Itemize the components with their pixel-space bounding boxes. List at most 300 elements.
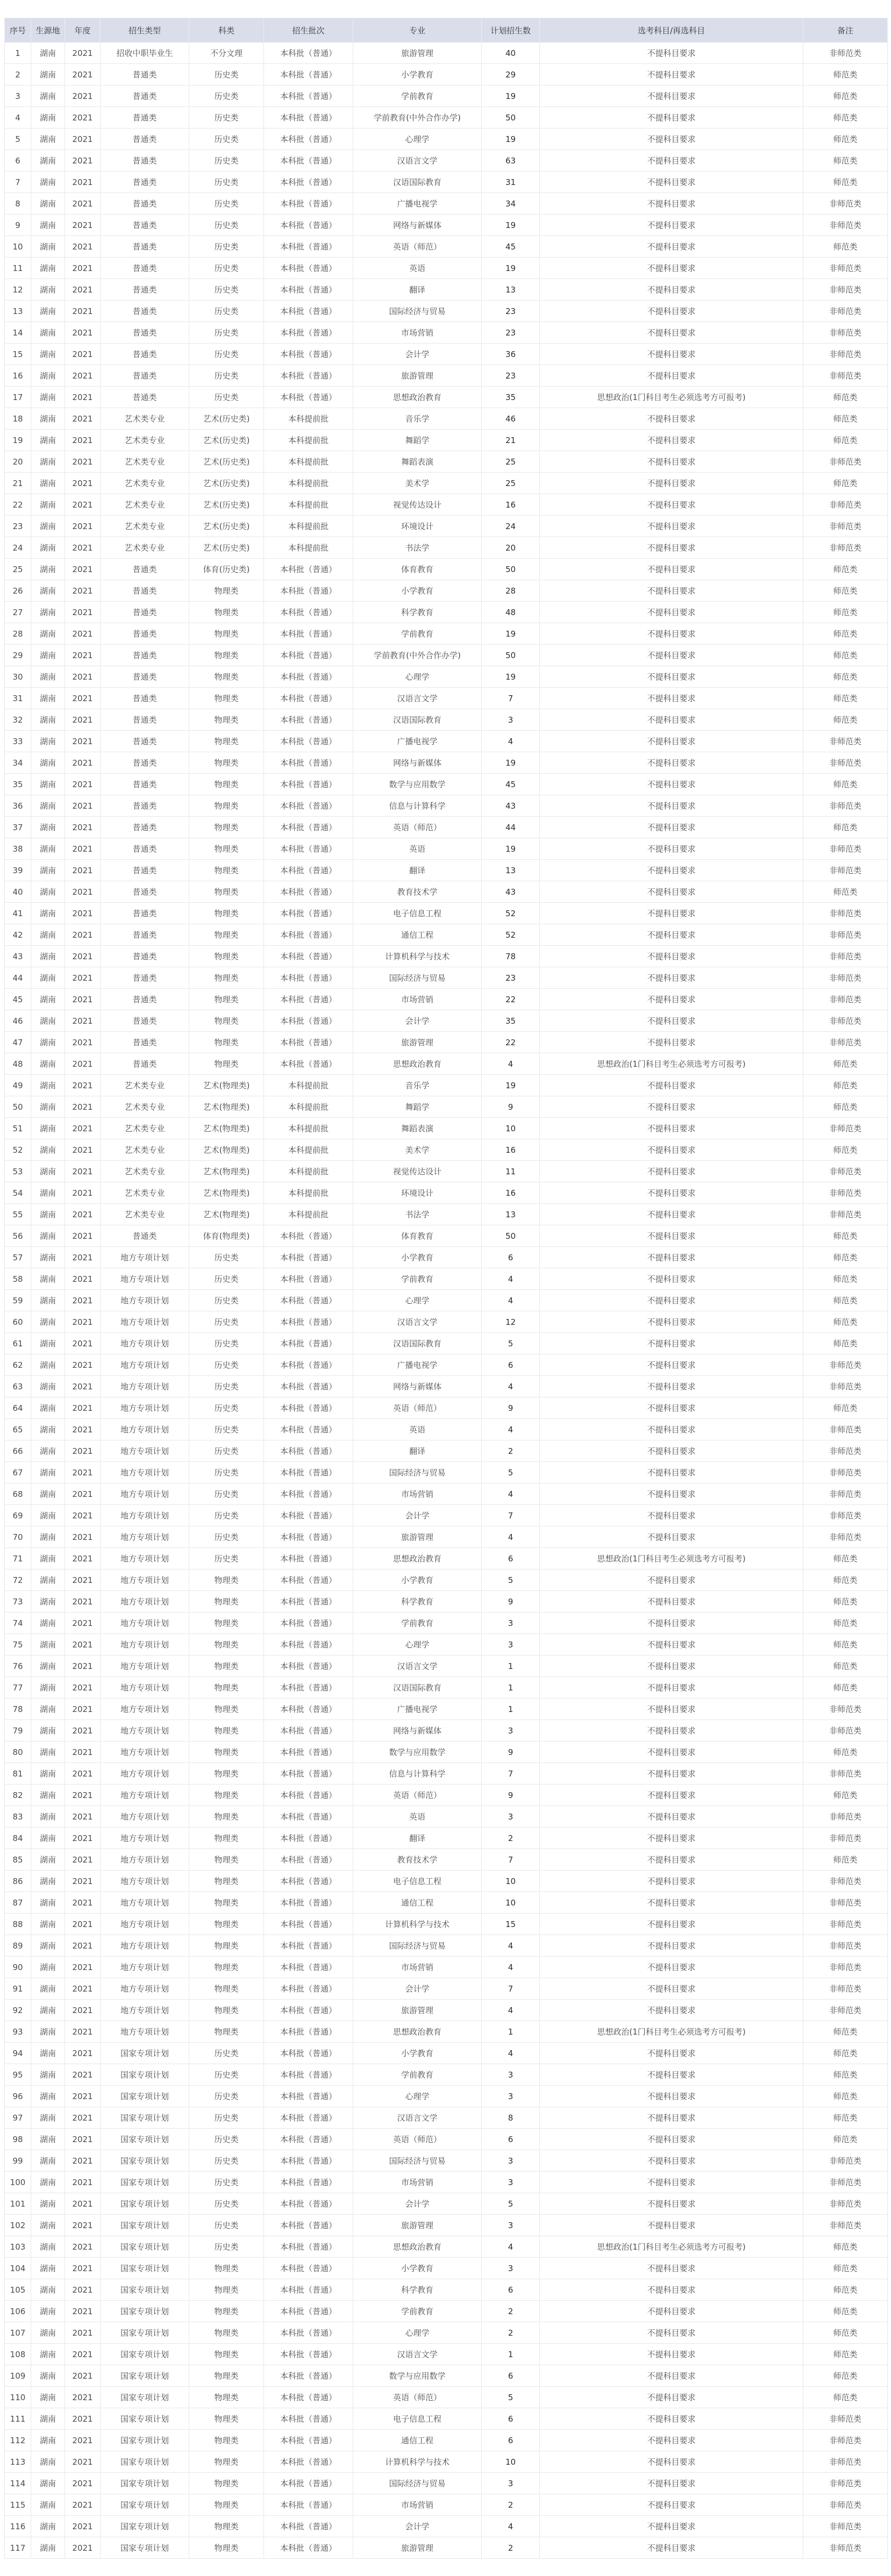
cell-subject: 艺术(物理类)	[189, 1118, 264, 1139]
cell-major: 通信工程	[353, 924, 482, 946]
cell-no: 16	[5, 365, 31, 387]
cell-remark: 非师范类	[803, 2473, 888, 2494]
cell-year: 2021	[65, 1462, 101, 1483]
cell-batch: 本科提前批	[264, 1075, 353, 1096]
cell-major: 学前教育	[353, 623, 482, 645]
cell-remark: 师范类	[803, 1591, 888, 1612]
cell-major: 汉语国际教育	[353, 1677, 482, 1699]
cell-no: 52	[5, 1139, 31, 1161]
cell-origin: 湖南	[31, 1656, 65, 1677]
cell-elective: 不提科目要求	[540, 2365, 803, 2387]
cell-subject: 历史类	[189, 1311, 264, 1333]
cell-count: 25	[482, 473, 540, 494]
cell-no: 84	[5, 1828, 31, 1849]
cell-origin: 湖南	[31, 1569, 65, 1591]
cell-year: 2021	[65, 1075, 101, 1096]
table-row	[5, 903, 888, 924]
cell-elective: 不提科目要求	[540, 1806, 803, 1828]
cell-origin: 湖南	[31, 215, 65, 236]
table-row	[5, 2537, 888, 2559]
cell-type: 普通类	[101, 1010, 189, 1032]
cell-subject: 历史类	[189, 2236, 264, 2258]
cell-major: 小学教育	[353, 580, 482, 602]
cell-origin: 湖南	[31, 1440, 65, 1462]
cell-origin: 湖南	[31, 1699, 65, 1720]
cell-subject: 物理类	[189, 881, 264, 903]
cell-remark: 非师范类	[803, 1440, 888, 1462]
cell-batch: 本科批（普通）	[264, 1785, 353, 1806]
cell-major: 市场营销	[353, 989, 482, 1010]
cell-subject: 历史类	[189, 1440, 264, 1462]
cell-year: 2021	[65, 903, 101, 924]
cell-no: 102	[5, 2215, 31, 2236]
cell-remark: 非师范类	[803, 1914, 888, 1935]
cell-origin: 湖南	[31, 430, 65, 451]
cell-origin: 湖南	[31, 1075, 65, 1096]
cell-batch: 本科批（普通）	[264, 236, 353, 258]
cell-origin: 湖南	[31, 1161, 65, 1182]
cell-batch: 本科批（普通）	[264, 1333, 353, 1354]
cell-elective: 不提科目要求	[540, 2000, 803, 2021]
cell-year: 2021	[65, 451, 101, 473]
cell-type: 国家专项计划	[101, 2064, 189, 2086]
cell-origin: 湖南	[31, 42, 65, 64]
table-row	[5, 1290, 888, 1311]
cell-type: 艺术类专业	[101, 1182, 189, 1204]
cell-major: 会计学	[353, 1010, 482, 1032]
cell-no: 65	[5, 1419, 31, 1440]
cell-type: 普通类	[101, 150, 189, 172]
cell-elective: 不提科目要求	[540, 1440, 803, 1462]
cell-subject: 物理类	[189, 752, 264, 774]
cell-no: 28	[5, 623, 31, 645]
cell-year: 2021	[65, 1182, 101, 1204]
cell-no: 35	[5, 774, 31, 795]
table-row	[5, 1225, 888, 1247]
table-row	[5, 2236, 888, 2258]
cell-type: 地方专项计划	[101, 1483, 189, 1505]
cell-remark: 非师范类	[803, 1376, 888, 1397]
cell-batch: 本科批（普通）	[264, 924, 353, 946]
cell-elective: 不提科目要求	[540, 709, 803, 731]
cell-count: 2	[482, 2301, 540, 2322]
cell-remark: 师范类	[803, 881, 888, 903]
cell-type: 地方专项计划	[101, 1526, 189, 1548]
cell-count: 23	[482, 967, 540, 989]
cell-remark: 师范类	[803, 774, 888, 795]
cell-elective: 不提科目要求	[540, 2344, 803, 2365]
cell-subject: 历史类	[189, 322, 264, 344]
cell-remark: 非师范类	[803, 989, 888, 1010]
cell-remark: 师范类	[803, 709, 888, 731]
cell-remark: 师范类	[803, 1397, 888, 1419]
cell-count: 19	[482, 85, 540, 107]
cell-subject: 物理类	[189, 1978, 264, 2000]
cell-major: 电子信息工程	[353, 1871, 482, 1892]
cell-batch: 本科批（普通）	[264, 2236, 353, 2258]
cell-remark: 非师范类	[803, 215, 888, 236]
cell-year: 2021	[65, 537, 101, 559]
cell-count: 10	[482, 1118, 540, 1139]
cell-origin: 湖南	[31, 2494, 65, 2516]
cell-count: 9	[482, 1397, 540, 1419]
cell-batch: 本科批（普通）	[264, 1634, 353, 1656]
cell-count: 9	[482, 1591, 540, 1612]
cell-major: 国际经济与贸易	[353, 1935, 482, 1957]
cell-subject: 历史类	[189, 193, 264, 215]
cell-count: 3	[482, 2172, 540, 2193]
cell-count: 21	[482, 430, 540, 451]
table-row	[5, 1914, 888, 1935]
table-row	[5, 946, 888, 967]
cell-count: 23	[482, 365, 540, 387]
cell-count: 1	[482, 1677, 540, 1699]
cell-subject: 物理类	[189, 2451, 264, 2473]
cell-count: 4	[482, 2000, 540, 2021]
cell-major: 小学教育	[353, 2043, 482, 2064]
table-row	[5, 1677, 888, 1699]
cell-type: 地方专项计划	[101, 1333, 189, 1354]
cell-no: 18	[5, 408, 31, 430]
cell-elective: 不提科目要求	[540, 1569, 803, 1591]
cell-subject: 历史类	[189, 279, 264, 301]
cell-major: 教育技术学	[353, 881, 482, 903]
cell-batch: 本科提前批	[264, 408, 353, 430]
cell-year: 2021	[65, 1720, 101, 1742]
cell-no: 5	[5, 129, 31, 150]
cell-remark: 非师范类	[803, 258, 888, 279]
cell-origin: 湖南	[31, 1247, 65, 1268]
table-row	[5, 2387, 888, 2408]
cell-major: 汉语言文学	[353, 688, 482, 709]
cell-remark: 师范类	[803, 817, 888, 838]
cell-type: 国家专项计划	[101, 2473, 189, 2494]
cell-subject: 不分文理	[189, 42, 264, 64]
cell-elective: 不提科目要求	[540, 1397, 803, 1419]
cell-type: 地方专项计划	[101, 1935, 189, 1957]
cell-remark: 师范类	[803, 150, 888, 172]
cell-type: 地方专项计划	[101, 1656, 189, 1677]
cell-type: 地方专项计划	[101, 1591, 189, 1612]
cell-subject: 物理类	[189, 946, 264, 967]
cell-count: 3	[482, 2215, 540, 2236]
cell-no: 33	[5, 731, 31, 752]
cell-batch: 本科批（普通）	[264, 1612, 353, 1634]
cell-type: 普通类	[101, 795, 189, 817]
cell-batch: 本科批（普通）	[264, 1957, 353, 1978]
cell-batch: 本科批（普通）	[264, 172, 353, 193]
table-row	[5, 1204, 888, 1225]
cell-remark: 师范类	[803, 2086, 888, 2107]
cell-batch: 本科批（普通）	[264, 645, 353, 666]
cell-major: 信息与计算科学	[353, 795, 482, 817]
cell-year: 2021	[65, 1742, 101, 1763]
cell-no: 115	[5, 2494, 31, 2516]
cell-elective: 不提科目要求	[540, 1032, 803, 1053]
cell-elective: 不提科目要求	[540, 451, 803, 473]
cell-year: 2021	[65, 172, 101, 193]
cell-batch: 本科批（普通）	[264, 107, 353, 129]
cell-subject: 历史类	[189, 215, 264, 236]
cell-major: 英语（师范）	[353, 1397, 482, 1419]
cell-origin: 湖南	[31, 1763, 65, 1785]
cell-origin: 湖南	[31, 860, 65, 881]
cell-year: 2021	[65, 602, 101, 623]
cell-no: 87	[5, 1892, 31, 1914]
cell-year: 2021	[65, 1612, 101, 1634]
cell-type: 艺术类专业	[101, 1075, 189, 1096]
cell-year: 2021	[65, 516, 101, 537]
cell-batch: 本科批（普通）	[264, 946, 353, 967]
cell-batch: 本科批（普通）	[264, 1483, 353, 1505]
table-row	[5, 365, 888, 387]
table-row	[5, 1032, 888, 1053]
cell-remark: 师范类	[803, 1290, 888, 1311]
column-header-origin: 生源地	[31, 18, 65, 42]
cell-major: 英语	[353, 1419, 482, 1440]
table-row	[5, 1483, 888, 1505]
table-row	[5, 2021, 888, 2043]
cell-remark: 非师范类	[803, 1763, 888, 1785]
cell-subject: 艺术(历史类)	[189, 430, 264, 451]
cell-origin: 湖南	[31, 1742, 65, 1763]
cell-batch: 本科批（普通）	[264, 2064, 353, 2086]
table-row	[5, 85, 888, 107]
cell-subject: 历史类	[189, 2043, 264, 2064]
cell-origin: 湖南	[31, 709, 65, 731]
cell-type: 地方专项计划	[101, 1376, 189, 1397]
cell-remark: 师范类	[803, 645, 888, 666]
cell-count: 6	[482, 1548, 540, 1569]
cell-origin: 湖南	[31, 129, 65, 150]
cell-year: 2021	[65, 1204, 101, 1225]
cell-remark: 师范类	[803, 2344, 888, 2365]
cell-year: 2021	[65, 2129, 101, 2150]
cell-no: 94	[5, 2043, 31, 2064]
table-row	[5, 1354, 888, 1376]
cell-year: 2021	[65, 1828, 101, 1849]
cell-remark: 师范类	[803, 1634, 888, 1656]
cell-year: 2021	[65, 1053, 101, 1075]
cell-no: 11	[5, 258, 31, 279]
cell-count: 3	[482, 1612, 540, 1634]
cell-major: 汉语国际教育	[353, 172, 482, 193]
cell-type: 地方专项计划	[101, 1677, 189, 1699]
cell-year: 2021	[65, 1526, 101, 1548]
cell-remark: 师范类	[803, 408, 888, 430]
cell-origin: 湖南	[31, 795, 65, 817]
table-row	[5, 2150, 888, 2172]
table-row	[5, 2301, 888, 2322]
cell-type: 国家专项计划	[101, 2150, 189, 2172]
cell-batch: 本科批（普通）	[264, 688, 353, 709]
table-row	[5, 1419, 888, 1440]
cell-type: 地方专项计划	[101, 1978, 189, 2000]
cell-major: 旅游管理	[353, 1526, 482, 1548]
cell-subject: 艺术(物理类)	[189, 1075, 264, 1096]
cell-no: 46	[5, 1010, 31, 1032]
cell-major: 思想政治教育	[353, 2236, 482, 2258]
cell-year: 2021	[65, 301, 101, 322]
cell-type: 普通类	[101, 903, 189, 924]
cell-year: 2021	[65, 107, 101, 129]
cell-origin: 湖南	[31, 1806, 65, 1828]
cell-remark: 非师范类	[803, 2430, 888, 2451]
cell-no: 64	[5, 1397, 31, 1419]
cell-type: 国家专项计划	[101, 2107, 189, 2129]
cell-count: 34	[482, 193, 540, 215]
cell-no: 61	[5, 1333, 31, 1354]
cell-type: 地方专项计划	[101, 1806, 189, 1828]
cell-major: 英语（师范）	[353, 2387, 482, 2408]
cell-origin: 湖南	[31, 1978, 65, 2000]
cell-type: 地方专项计划	[101, 1914, 189, 1935]
cell-subject: 物理类	[189, 1569, 264, 1591]
cell-subject: 物理类	[189, 2473, 264, 2494]
cell-elective: 不提科目要求	[540, 838, 803, 860]
cell-type: 地方专项计划	[101, 1871, 189, 1892]
cell-batch: 本科批（普通）	[264, 2129, 353, 2150]
cell-no: 88	[5, 1914, 31, 1935]
cell-elective: 不提科目要求	[540, 473, 803, 494]
cell-count: 5	[482, 1462, 540, 1483]
cell-type: 地方专项计划	[101, 1354, 189, 1376]
cell-origin: 湖南	[31, 2473, 65, 2494]
cell-origin: 湖南	[31, 2365, 65, 2387]
cell-elective: 不提科目要求	[540, 580, 803, 602]
cell-batch: 本科批（普通）	[264, 2279, 353, 2301]
cell-origin: 湖南	[31, 1677, 65, 1699]
table-row	[5, 1699, 888, 1720]
cell-elective: 不提科目要求	[540, 2451, 803, 2473]
cell-remark: 师范类	[803, 2301, 888, 2322]
table-row	[5, 1505, 888, 1526]
cell-subject: 历史类	[189, 1268, 264, 1290]
cell-remark: 非师范类	[803, 1419, 888, 1440]
cell-elective: 不提科目要求	[540, 64, 803, 85]
table-row	[5, 1053, 888, 1075]
cell-subject: 物理类	[189, 1892, 264, 1914]
cell-year: 2021	[65, 2387, 101, 2408]
cell-subject: 历史类	[189, 1333, 264, 1354]
cell-batch: 本科批（普通）	[264, 1591, 353, 1612]
cell-origin: 湖南	[31, 1290, 65, 1311]
cell-major: 英语（师范）	[353, 2129, 482, 2150]
cell-major: 小学教育	[353, 64, 482, 85]
cell-no: 113	[5, 2451, 31, 2473]
cell-major: 国际经济与贸易	[353, 301, 482, 322]
cell-elective: 不提科目要求	[540, 2279, 803, 2301]
table-row	[5, 430, 888, 451]
cell-type: 普通类	[101, 1053, 189, 1075]
cell-type: 地方专项计划	[101, 1763, 189, 1785]
cell-type: 国家专项计划	[101, 2301, 189, 2322]
cell-type: 地方专项计划	[101, 1892, 189, 1914]
cell-subject: 物理类	[189, 1053, 264, 1075]
cell-origin: 湖南	[31, 2064, 65, 2086]
cell-no: 10	[5, 236, 31, 258]
cell-major: 旅游管理	[353, 2215, 482, 2236]
cell-count: 4	[482, 1957, 540, 1978]
cell-no: 14	[5, 322, 31, 344]
cell-no: 38	[5, 838, 31, 860]
table-row	[5, 322, 888, 344]
cell-type: 招收中职毕业生	[101, 42, 189, 64]
cell-subject: 物理类	[189, 989, 264, 1010]
cell-year: 2021	[65, 1806, 101, 1828]
cell-elective: 不提科目要求	[540, 752, 803, 774]
cell-origin: 湖南	[31, 150, 65, 172]
cell-subject: 物理类	[189, 2279, 264, 2301]
table-row	[5, 2516, 888, 2537]
table-row	[5, 838, 888, 860]
cell-count: 2	[482, 2322, 540, 2344]
cell-type: 艺术类专业	[101, 430, 189, 451]
cell-subject: 物理类	[189, 623, 264, 645]
table-row	[5, 967, 888, 989]
cell-elective: 不提科目要求	[540, 1290, 803, 1311]
cell-year: 2021	[65, 2021, 101, 2043]
cell-no: 91	[5, 1978, 31, 2000]
cell-elective: 不提科目要求	[540, 1161, 803, 1182]
cell-count: 1	[482, 1656, 540, 1677]
cell-count: 6	[482, 2129, 540, 2150]
cell-elective: 不提科目要求	[540, 1247, 803, 1268]
cell-year: 2021	[65, 64, 101, 85]
cell-origin: 湖南	[31, 2129, 65, 2150]
cell-major: 汉语言文学	[353, 2107, 482, 2129]
cell-type: 国家专项计划	[101, 2322, 189, 2344]
cell-count: 9	[482, 1785, 540, 1806]
cell-origin: 湖南	[31, 2537, 65, 2559]
table-row	[5, 1656, 888, 1677]
cell-remark: 非师范类	[803, 731, 888, 752]
cell-origin: 湖南	[31, 322, 65, 344]
cell-year: 2021	[65, 1634, 101, 1656]
cell-year: 2021	[65, 1505, 101, 1526]
cell-remark: 师范类	[803, 2064, 888, 2086]
cell-type: 普通类	[101, 107, 189, 129]
cell-batch: 本科批（普通）	[264, 1892, 353, 1914]
cell-elective: 不提科目要求	[540, 688, 803, 709]
column-header-major: 专业	[353, 18, 482, 42]
cell-type: 地方专项计划	[101, 1785, 189, 1806]
cell-major: 旅游管理	[353, 2537, 482, 2559]
cell-type: 艺术类专业	[101, 537, 189, 559]
cell-remark: 师范类	[803, 1849, 888, 1871]
cell-count: 6	[482, 1354, 540, 1376]
cell-subject: 物理类	[189, 903, 264, 924]
cell-year: 2021	[65, 236, 101, 258]
column-header-remark: 备注	[803, 18, 888, 42]
cell-remark: 师范类	[803, 623, 888, 645]
cell-subject: 物理类	[189, 731, 264, 752]
cell-batch: 本科批（普通）	[264, 2043, 353, 2064]
cell-batch: 本科批（普通）	[264, 1935, 353, 1957]
table-row	[5, 2279, 888, 2301]
cell-major: 美术学	[353, 1139, 482, 1161]
cell-major: 翻译	[353, 1828, 482, 1849]
cell-origin: 湖南	[31, 473, 65, 494]
cell-origin: 湖南	[31, 1311, 65, 1333]
cell-remark: 非师范类	[803, 946, 888, 967]
cell-year: 2021	[65, 752, 101, 774]
cell-count: 13	[482, 279, 540, 301]
cell-type: 普通类	[101, 1032, 189, 1053]
cell-remark: 师范类	[803, 688, 888, 709]
cell-major: 心理学	[353, 666, 482, 688]
cell-remark: 非师范类	[803, 301, 888, 322]
